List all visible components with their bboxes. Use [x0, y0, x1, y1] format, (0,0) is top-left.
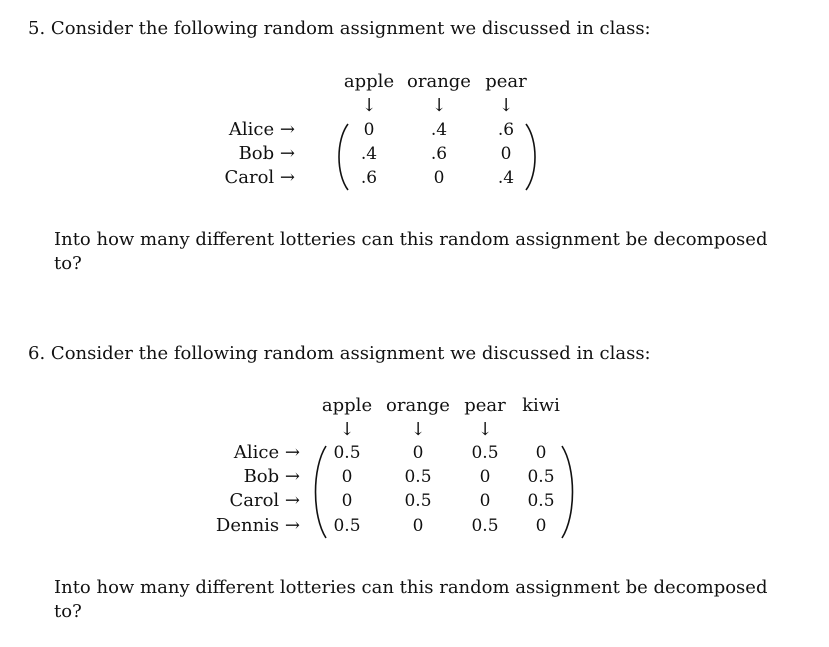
q5-cell: 0 — [500, 144, 512, 164]
q6-cell: 0.5 — [333, 516, 361, 536]
right-arrow-icon: → — [284, 490, 300, 511]
right-arrow-icon: → — [284, 466, 300, 487]
q6-heading — [28, 343, 651, 364]
q6-question — [54, 576, 774, 624]
q5-cell: .4 — [430, 120, 448, 140]
q6-row-label-dennis — [190, 515, 300, 536]
q5-cell: .4 — [360, 144, 378, 164]
right-arrow-icon: → — [284, 515, 300, 536]
q5-col-pear: pear — [485, 71, 527, 92]
q5-row-label-bob — [185, 143, 295, 164]
right-arrow-icon: → — [279, 167, 295, 188]
q6-question-line: Into how many different lotteries can this random assignment be decomposed — [54, 577, 768, 598]
q6-cell: 0.5 — [471, 443, 499, 463]
q5-question — [54, 228, 774, 276]
q5-cell: 0 — [433, 168, 445, 188]
q6-number: 6. — [28, 343, 46, 364]
q6-cell: 0.5 — [527, 491, 555, 511]
q5-cell: .6 — [430, 144, 448, 164]
q5-heading — [28, 18, 651, 39]
q6-row-name: Bob — [243, 466, 280, 487]
q6-heading-text: Consider the following random assignment we discussed in class: — [50, 343, 651, 364]
q6-cell: 0.5 — [527, 467, 555, 487]
q6-row-label-bob — [190, 466, 300, 487]
q6-col-orange: orange — [386, 395, 450, 416]
q6-arrow-down-icon: ↓ — [477, 419, 493, 440]
q6-cell: 0 — [412, 443, 424, 463]
q6-question-line: to? — [54, 601, 82, 622]
q6-cell: 0.5 — [471, 516, 499, 536]
q6-col-pear: pear — [464, 395, 506, 416]
q6-arrow-down-icon: ↓ — [339, 419, 355, 440]
q5-cell: .6 — [497, 120, 515, 140]
q6-row-name: Alice — [233, 442, 280, 463]
q6-row-label-alice — [190, 442, 300, 463]
right-arrow-icon: → — [279, 119, 295, 140]
q6-cell: 0 — [341, 467, 353, 487]
q6-row-name: Dennis — [215, 515, 280, 536]
q5-col-apple: apple — [343, 71, 395, 92]
right-arrow-icon: → — [279, 143, 295, 164]
q5-cell: .6 — [360, 168, 378, 188]
q5-question-line: Into how many different lotteries can this random assignment be decomposed — [54, 229, 768, 250]
q6-cell: 0 — [412, 516, 424, 536]
q6-cell: 0 — [479, 467, 491, 487]
right-arrow-icon: → — [284, 442, 300, 463]
q5-row-label-alice — [185, 119, 295, 140]
q6-cell: 0 — [479, 491, 491, 511]
q5-row-name: Bob — [238, 143, 275, 164]
q6-col-apple: apple — [321, 395, 373, 416]
q5-cell: .4 — [497, 168, 515, 188]
q5-row-name: Alice — [228, 119, 275, 140]
q6-cell: 0 — [535, 516, 547, 536]
q5-arrow-down-icon: ↓ — [361, 95, 377, 116]
q6-cell: 0.5 — [404, 491, 432, 511]
q6-cell: 0 — [341, 491, 353, 511]
q5-cell: 0 — [363, 120, 375, 140]
q5-row-name: Carol — [224, 167, 275, 188]
q5-arrow-down-icon: ↓ — [498, 95, 514, 116]
q6-arrow-down-icon: ↓ — [410, 419, 426, 440]
q5-number: 5. — [28, 18, 46, 39]
q5-arrow-down-icon: ↓ — [431, 95, 447, 116]
q6-col-kiwi: kiwi — [522, 395, 560, 416]
q6-row-label-carol — [190, 490, 300, 511]
q6-cell: 0.5 — [404, 467, 432, 487]
q5-col-orange: orange — [407, 71, 471, 92]
q6-cell: 0.5 — [333, 443, 361, 463]
q6-row-name: Carol — [229, 490, 280, 511]
q5-row-label-carol — [185, 167, 295, 188]
q5-heading-text: Consider the following random assignment we discussed in class: — [50, 18, 651, 39]
q5-question-line: to? — [54, 253, 82, 274]
q6-cell: 0 — [535, 443, 547, 463]
